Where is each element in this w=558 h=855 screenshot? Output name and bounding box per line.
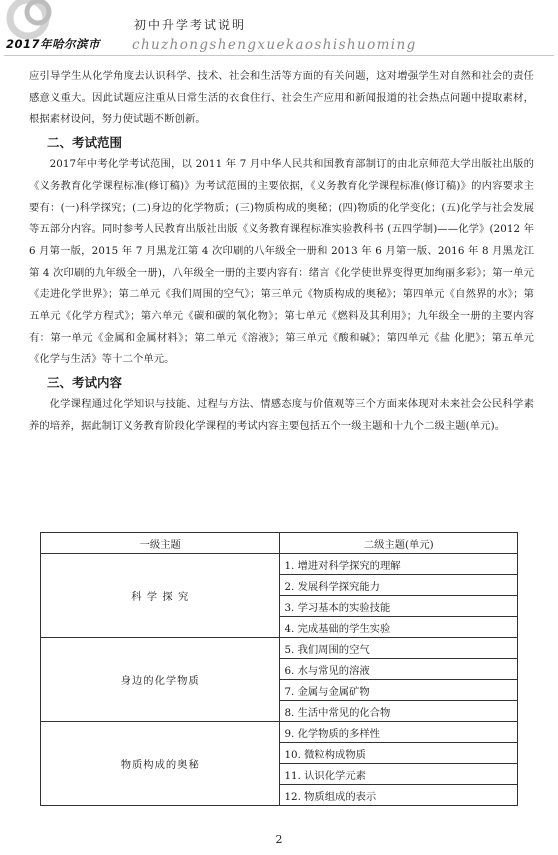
- secondary-topic-cell: 2. 发展科学探究能力: [280, 575, 518, 596]
- secondary-topic-cell: 5. 我们周围的空气: [280, 638, 518, 659]
- secondary-topic-cell: 7. 金属与金属矿物: [280, 680, 518, 701]
- secondary-topic-cell: 8. 生活中常见的化合物: [280, 701, 518, 722]
- secondary-topic-cell: 12. 物质组成的表示: [280, 785, 518, 806]
- secondary-topic-cell: 1. 增进对科学探究的理解: [280, 554, 518, 575]
- secondary-topic-cell: 9. 化学物质的多样性: [280, 722, 518, 743]
- primary-topic-cell: 物质构成的奥秘: [41, 722, 280, 806]
- secondary-topic-cell: 6. 水与常见的溶液: [280, 659, 518, 680]
- header-divider: [4, 55, 554, 56]
- section-heading-content: 三、考试内容: [47, 375, 123, 391]
- header-secondary-topic: 二级主题(单元): [280, 533, 518, 554]
- main-content: [29, 66, 534, 438]
- header-primary-topic: 一级主题: [41, 533, 280, 554]
- secondary-topic-cell: 11. 认识化学元素: [280, 764, 518, 785]
- secondary-topic-cell: 3. 学习基本的实验技能: [280, 596, 518, 617]
- table-row: [41, 638, 518, 659]
- table-row: [41, 722, 518, 743]
- header-pinyin: chuzhongshengxuekaoshishuoming: [132, 37, 417, 53]
- page-number: 2: [275, 833, 283, 846]
- brand-year: 2017年哈尔滨市: [6, 37, 101, 51]
- intro-paragraph: 应引导学生从化学角度去认识科学、技术、社会和生活等方面的有关问题，这对增强学生对自然和社会的责任感意义重大。因此试题应注重从日常生活的衣食住行、社会生产应用和新闻报道的社会热点问题中提取素材，根据素材设问，努力使试题不断创新。: [29, 70, 534, 126]
- content-paragraph: 化学课程通过化学知识与技能、过程与方法、情感态度与价值观等三个方面来体现对未来社会公民科学素养的培养，据此制订义务教育阶段化学课程的考试内容主要包括五个一级主题和十九个二级主题(单元)。: [29, 398, 534, 432]
- primary-topic-cell: 科 学 探 究: [41, 554, 280, 638]
- secondary-topic-cell: 10. 微粒构成物质: [280, 743, 518, 764]
- header-title: 初中升学考试说明: [134, 18, 247, 32]
- topics-table: [40, 532, 518, 806]
- scope-paragraph: 2017年中考化学考试范围，以 2011 年 7 月中华人民共和国教育部制订的由北京师范大学出版社出版的《义务教育化学课程标准(修订稿)》为考试范围的主要依据，《义务教育化学课程标准(修订稿)》的内容要求主要有：(一)科学探究；(二)身边的化学物质；(三)物质构成的奥秘；(四)物质的化学变化；(五)化学与社会发展等五部分内容。同时参考人民教育出版社出版《义务教育课程标准实验教科书 (五四学制)——化学》(2012 年 6 月第一版，2015 年 7 月黑龙江第 4 次印刷的八年级全一册和 2013 年 6 月第一版、2016 年 8 月黑龙江第 4 次印刷的九年级全一册)，八年级全一册的主要内容有：绪言《化学使世界变得更加绚丽多彩》；第一单元《走进化学世界》；第二单元《我们周围的空气》；第三单元《物质构成的奥秘》；第四单元《自然界的水》；第五单元《化学方程式》；第六单元《碳和碳的氧化物》；第七单元《燃料及其利用》；九年级全一册的主要内容有：第一单元《金属和金属材料》；第二单元《溶液》；第三单元《酸和碱》；第四单元《盐 化肥》；第五单元《化学与生活》等十二个单元。: [29, 158, 534, 366]
- section-heading-scope: 二、考试范围: [47, 135, 123, 151]
- primary-topic-cell: 身边的化学物质: [41, 638, 280, 722]
- table-header-row: [41, 533, 518, 554]
- secondary-topic-cell: 4. 完成基础的学生实验: [280, 617, 518, 638]
- table-row: [41, 554, 518, 575]
